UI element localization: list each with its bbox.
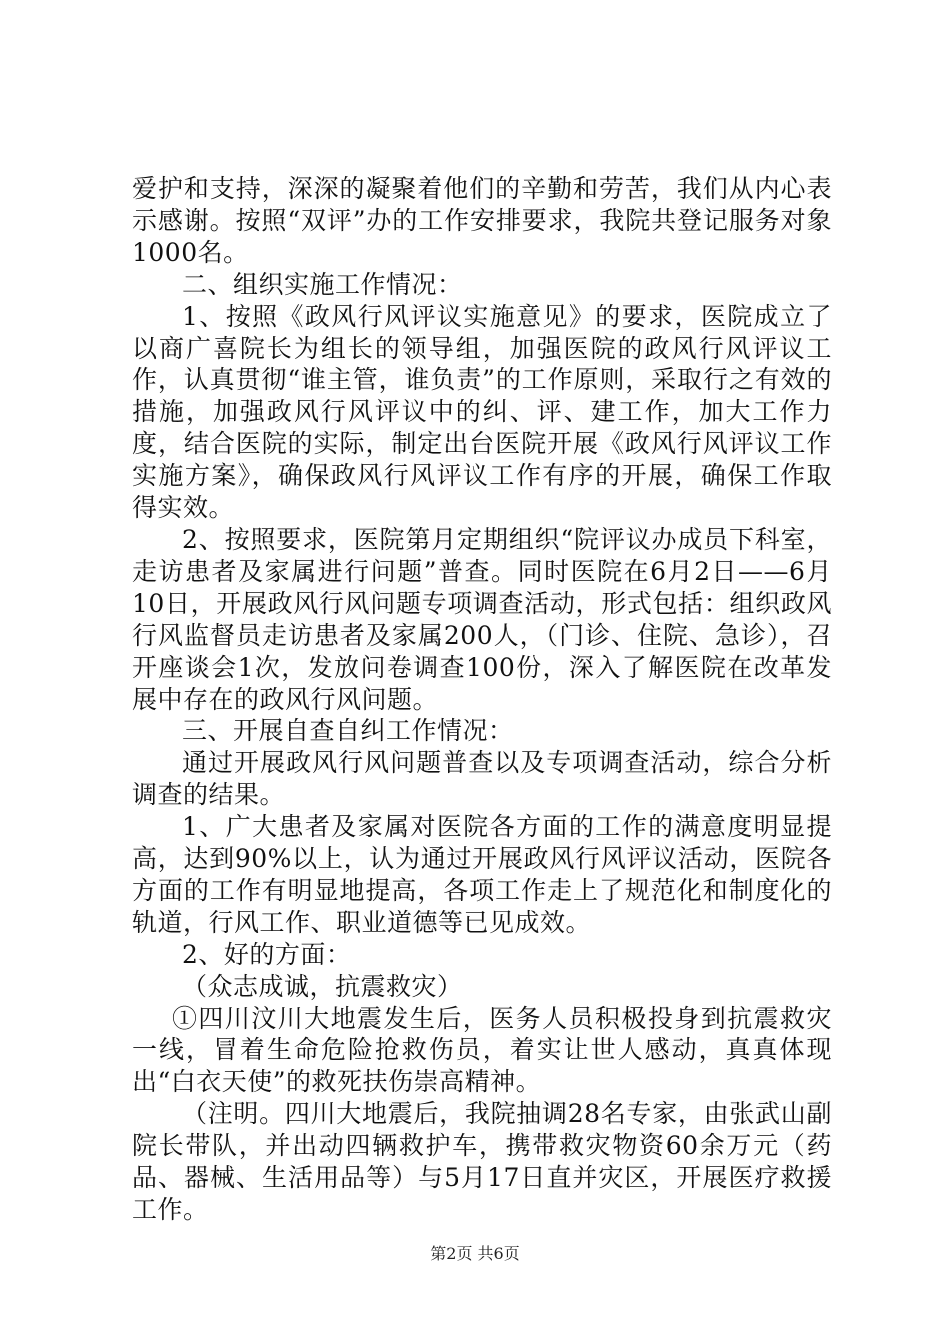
paragraph-note: （注明。四川大地震后，我院抽调28名专家，由张武山副院长带队，并出动四辆救护车，携带救灾物资60余万元（药品、器械、生活用品等）与5月17日直并灾区，开展医疗救援工作。 (132, 1099, 832, 1224)
heading-organization: 二、组织实施工作情况： (182, 269, 463, 299)
page-number: 第2页 共6页 (430, 1244, 520, 1263)
heading-self-inspection: 三、开展自查自纠工作情况： (182, 716, 514, 746)
paragraph-item-1: 1、按照《政风行风评议实施意见》的要求，医院成立了以商广喜院长为组长的领导组，加强医院的政风行风评议工作，认真贯彻“谁主管，谁负责”的工作原则，采取行之有效的措施，加强政风行风评议中的纠、评、建工作，加大工作力度，结合医院的实际，制定出台医院开展《政风行风评议工作实施方案》，确保政风行风评议工作有序的开展，确保工作取得实效。 (132, 301, 832, 523)
subheading-earthquake-relief: （众志成诚，抗震救灾） (182, 971, 463, 1001)
heading-good-aspects: 2、好的方面： (182, 939, 352, 969)
document-body (132, 173, 832, 1226)
paragraph-thanks: 爱护和支持，深深的凝聚着他们的辛勤和劳苦，我们从内心表示感谢。按照“双评”办的工作安排要求，我院共登记服务对象1000名。 (132, 174, 832, 267)
paragraph-item-2: 2、按照要求，医院第月定期组织“院评议办成员下科室，走访患者及家属进行问题”普查。同时医院在6月2日——6月10日，开展政风行风问题专项调查活动，形式包括：组织政风行风监督员走访患者及家属200人，（门诊、住院、急诊），召开座谈会1次，发放问卷调查100份，深入了解医院在改革发展中存在的政风行风问题。 (132, 524, 832, 714)
paragraph-satisfaction: 1、广大患者及家属对医院各方面的工作的满意度明显提高，达到90%以上，认为通过开展政风行风评议活动，医院各方面的工作有明显地提高，各项工作走上了规范化和制度化的轨道，行风工作、职业道德等已见成效。 (132, 812, 832, 937)
paragraph-earthquake: ①四川汶川大地震发生后，医务人员积极投身到抗震救灾一线，冒着生命危险抢救伤员，着实让世人感动，真真体现出“白衣天使”的救死扶伤崇高精神。 (132, 1003, 832, 1097)
paragraph-survey: 通过开展政风行风问题普查以及专项调查活动，综合分析调查的结果。 (132, 748, 832, 810)
